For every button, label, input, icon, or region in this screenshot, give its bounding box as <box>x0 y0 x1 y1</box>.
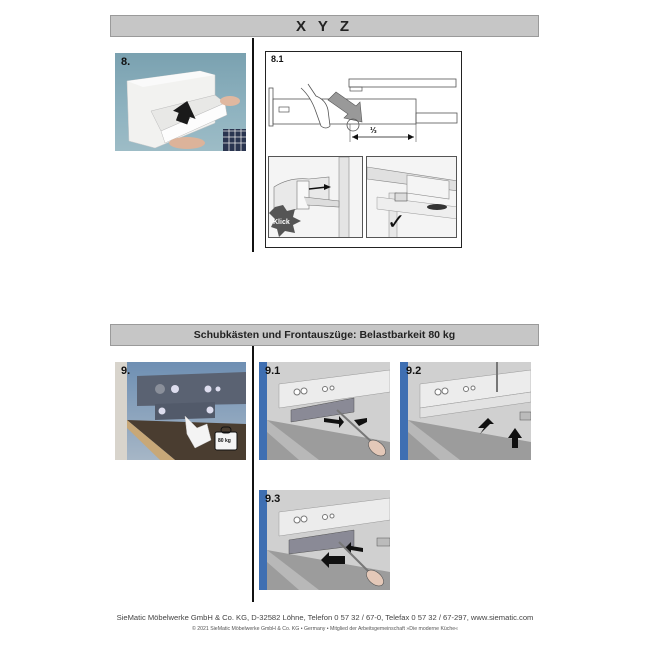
step-9-photo <box>115 362 246 460</box>
footer-copyright: © 2021 SieMatic Möbelwerke GmbH & Co. KG • Germany • Mitglied der Arbeitsgemeinschaft »Die moderne Küche« <box>191 626 459 632</box>
step-9-1-photo <box>259 362 390 460</box>
section-title-bar <box>110 324 539 346</box>
footer-company-info: SieMatic Möbelwerke GmbH & Co. KG, D-32582 Löhne, Telefon 0 57 32 / 67-0, Telefax 0 57 32 / 67-297, www.siematic.com <box>116 613 534 622</box>
column-divider-2 <box>252 346 254 602</box>
step-9-label: 9. <box>121 365 131 377</box>
check-detail <box>366 156 457 238</box>
section-title: Schubkästen und Frontauszüge: Belastbarkeit 80 kg <box>193 329 456 341</box>
step-8-1-label: 8.1 <box>271 54 284 64</box>
fraction-label: ⅓ <box>370 126 377 135</box>
step-8-1-diagram <box>265 51 462 248</box>
weight-label: 80 kg <box>218 438 231 444</box>
step-8-photo <box>115 53 246 151</box>
step-9-2-label: 9.2 <box>406 365 422 377</box>
step-9-2-photo <box>400 362 531 460</box>
column-divider <box>252 38 254 252</box>
step-9-3-photo <box>259 490 390 590</box>
check-icon: ✓ <box>387 209 406 234</box>
step-9-3-label: 9.3 <box>265 493 281 505</box>
step-9-1-label: 9.1 <box>265 365 281 377</box>
klick-detail <box>268 156 363 238</box>
page-title-bar <box>110 15 539 37</box>
step-8-label: 8. <box>121 56 131 68</box>
page-title: X Y Z <box>296 17 353 35</box>
klick-label: Klick <box>273 219 290 226</box>
